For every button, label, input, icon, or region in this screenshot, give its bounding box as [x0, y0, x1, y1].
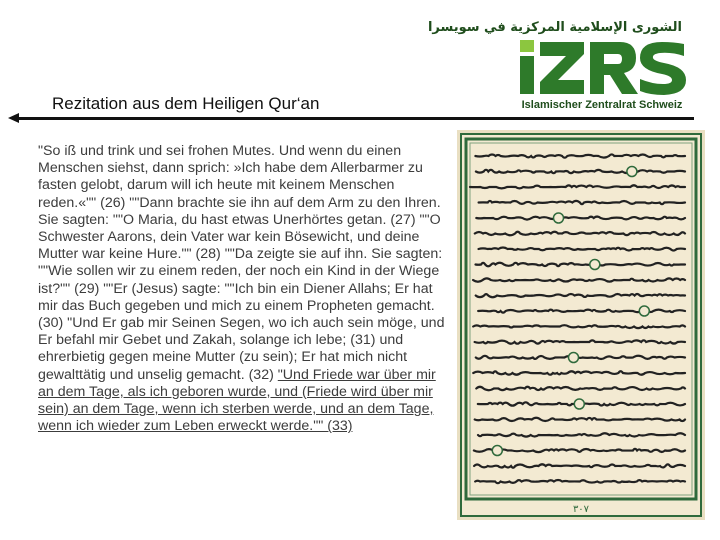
- verse-marker-icon: [569, 353, 579, 363]
- recitation-text-plain: "So iß und trink und sei frohen Mutes. Und wenn du einen Menschen siehst, dann sprich: »Ich habe dem Allerbarmer zu fasten gelobt, darum will ich heute mit keinem Menschen reden.«"" (26) ""Dann brachte sie ihn auf dem Arm zu den Ihren. Sie sagten: ""O Maria, du hast etwas Unerhörtes getan. (27) ""O Schwester Aarons, dein Vater war kein Bösewicht, und deine Mutter war keine Hure."" (28) ""Da zeigte sie auf ihn. Sie sagten: ""Wie sollen wir zu einem reden, der noch ein Kind in der Wiege ist?"" (29) ""Er (Jesus) sagte: ""Ich bin ein Diener Allahs; Er hat mir das Buch gegeben und mich zu einem Propheten gemacht. (30) "Und Er gab mir Seinen Segen, wo ich auch sein möge, und Er befahl mir Gebet und Zakah, solange ich lebe; (31) und ehrerbietig gegen meine Mutter (zu sein); Er hat mich nicht gewalttätig und unselig gemacht. (32): [38, 143, 445, 383]
- logo-subtitle: Islamischer Zentralrat Schweiz: [521, 99, 683, 111]
- logo-letters: [512, 36, 692, 98]
- verse-marker-icon: [554, 213, 564, 223]
- verse-marker-icon: [590, 260, 600, 270]
- slide-title: Rezitation aus dem Heiligen Qur‘an: [52, 94, 320, 113]
- recitation-text: [38, 143, 452, 435]
- mushaf-page-image: [457, 130, 705, 520]
- verse-marker-icon: [639, 306, 649, 316]
- mushaf-page-number: ٣٠٧: [572, 504, 590, 515]
- izrs-logo: [427, 20, 692, 118]
- verse-marker-icon: [574, 399, 584, 409]
- title-divider: [14, 117, 694, 120]
- verse-marker-icon: [627, 167, 637, 177]
- logo-arabic-text: الشورى الإسلامية المركزية في سويسرا: [427, 20, 682, 35]
- recitation-text-underlined: "Und Friede war über mir an dem Tage, als ich geboren wurde, und (Friede wird über mir sein) an dem Tage, wenn ich sterben werde, und an dem Tage, wenn ich wieder zum Leben erweckt werde."" (33): [38, 366, 436, 435]
- verse-marker-icon: [492, 446, 502, 456]
